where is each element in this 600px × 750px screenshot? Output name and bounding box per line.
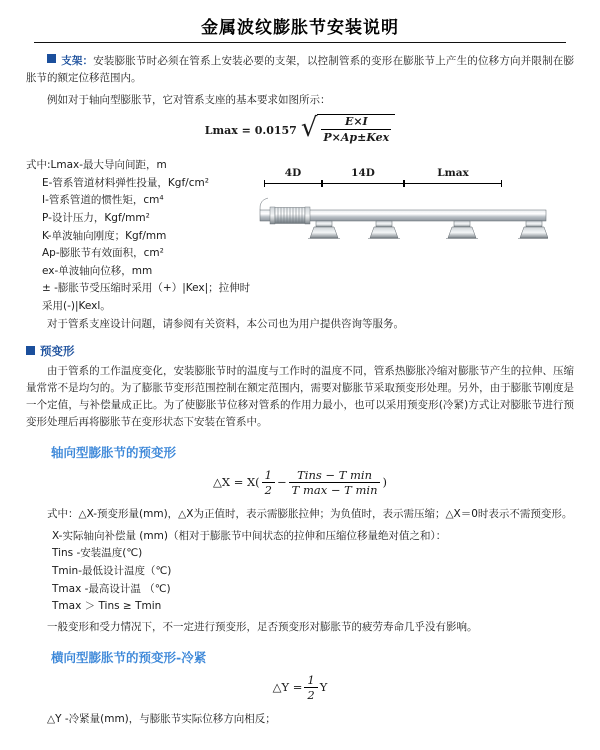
document-page bbox=[0, 13, 600, 750]
axial-predeform-formula bbox=[26, 468, 574, 497]
definition-row: Tmax ＞ Tins ≥ Tmin bbox=[52, 600, 162, 613]
support-paragraph-2: 例如对于轴向型膨胀节，它对管系支座的基本要求如图所示： bbox=[47, 94, 331, 106]
axial-formula-half bbox=[262, 468, 275, 497]
title-divider bbox=[34, 42, 566, 43]
lmax-formula-lhs: Lmax = 0.0157 bbox=[204, 123, 297, 137]
legend-row: ± -膨胀节受压缩时采用（+）|Kex|；拉伸时采用(-)|Kexl。 bbox=[42, 282, 251, 312]
axial-tail-paragraph: 一般变形和受力情况下，不一定进行预变形，足否预变形对膨胀节的疲劳寿命几乎没有影响。 bbox=[47, 620, 478, 633]
axial-formula-lhs: △X = X( bbox=[213, 475, 260, 490]
figure-dimension-labels bbox=[264, 167, 574, 187]
subsection-heading-lateral: 横向型膨胀节的预变形-冷紧 bbox=[51, 649, 207, 665]
fraction-numerator: 1 bbox=[304, 673, 317, 688]
support-closing-paragraph: 对于管系支座设计问题，请参阅有关资料，本公司也为用户提供咨询等服务。 bbox=[47, 317, 404, 330]
legend-row: I-管系管道的惯性矩，cm⁴ bbox=[42, 194, 164, 207]
fraction-denominator: 2 bbox=[264, 482, 272, 497]
dimension-arrow-icon bbox=[404, 180, 502, 187]
legend-row: ex-单波轴向位移，mm bbox=[42, 264, 153, 277]
lateral-formula-rhs: Y bbox=[319, 680, 328, 695]
lmax-numerator: E×I bbox=[344, 115, 368, 128]
figure-dim-label: Lmax bbox=[437, 167, 469, 179]
axial-formula-rhs: ) bbox=[382, 475, 387, 490]
legend-row: P-设计压力，Kgf/mm² bbox=[42, 211, 150, 224]
lmax-denominator: P×Ap±Kex bbox=[323, 131, 390, 144]
fraction-denominator: 2 bbox=[307, 687, 315, 702]
dimension-arrow-icon bbox=[322, 180, 404, 187]
lmax-formula-inner bbox=[205, 115, 395, 145]
figure-dim-label: 14D bbox=[351, 167, 375, 179]
legend-row: E-管系管道材料弹性投量，Kgf/cm² bbox=[42, 176, 209, 189]
definition-row: X-实际轴向补偿量 (mm)（相对于膨胀节中间状态的拉伸和压缩位移量绝对值之和）： bbox=[52, 529, 447, 542]
lmax-fraction bbox=[317, 114, 395, 144]
predeform-paragraph-1: 由于管系的工作温度变化，安装膨胀节时的温度与工作时的温度不同，管系热膨胀冷缩对膨胀节产生的拉伸、压缩量常常不是均匀的。为了膨胀节变形范围控制在额定范围内，需要对膨胀节采取预变形处理。另外，由于膨胀节刚度是一个定值，与补偿量成正比。为了使膨胀节位移对管系的作用力最小，也可以采用预变形(冷紧)方式让对膨胀节进行预变形处理后再将膨胀节在变形状态下安装在管系中。 bbox=[26, 364, 574, 428]
sqrt-icon: √ bbox=[300, 113, 318, 143]
support-section-tag bbox=[47, 55, 93, 67]
lmax-formula bbox=[26, 115, 574, 145]
square-bullet-icon bbox=[47, 54, 56, 63]
lateral-predeform-formula bbox=[26, 673, 574, 702]
axial-formula-note: 式中：△X-预变形量(mm)，△X为正值时，表示需膨胀拉伸；为负值时，表示需压缩；△X＝0时表示不需预变形。 bbox=[47, 507, 573, 520]
symbol-legend bbox=[26, 157, 258, 316]
axial-formula-minus: − bbox=[277, 475, 287, 490]
axial-formula-temp-ratio bbox=[289, 468, 381, 497]
figure-column bbox=[258, 153, 574, 259]
definition-row: Tins -安装温度(℃) bbox=[52, 547, 143, 560]
definition-row: Tmax -最高设计温 （℃) bbox=[52, 582, 171, 595]
lateral-formula-lhs: △Y = bbox=[272, 680, 303, 695]
page-title: 金属波纹膨胀节安装说明 bbox=[201, 18, 399, 38]
definition-row: Tmin-最低设计温度（℃) bbox=[52, 564, 172, 577]
support-paragraph-1 bbox=[26, 53, 574, 87]
axial-symbol-definitions bbox=[26, 528, 574, 616]
piping-support-diagram bbox=[258, 190, 548, 256]
support-tag-label: 支架： bbox=[61, 55, 94, 67]
legend-row: K-单波轴向刚度；Kgf/mm bbox=[42, 229, 167, 242]
fraction-denominator: T max − T min bbox=[291, 482, 378, 497]
support-paragraph-1-text: 安装膨胀节时必须在管系上安装必要的支架，以控制管系的变形在膨胀节上产生的位移方向并限制在膨胀节的额定位移范围内。 bbox=[26, 55, 574, 84]
legend-row: Ap-膨胀节有效面积，cm² bbox=[42, 247, 164, 260]
figure-dim-14d bbox=[322, 167, 404, 187]
section-heading-label: 预变形 bbox=[40, 343, 75, 358]
dimension-arrow-icon bbox=[264, 180, 322, 187]
legend-and-figure bbox=[26, 153, 574, 316]
figure-dim-lmax bbox=[404, 167, 502, 187]
legend-row: 式中:Lmax-最大导向间距，m bbox=[26, 159, 167, 171]
legend-column bbox=[26, 153, 258, 316]
lateral-formula-half bbox=[304, 673, 317, 702]
lateral-formula-note: △Y -冷紧量(mm)，与膨胀节实际位移方向相反； bbox=[47, 712, 276, 725]
fraction-numerator: 1 bbox=[262, 468, 275, 483]
figure-dim-label: 4D bbox=[284, 167, 302, 179]
section-heading-predeform bbox=[26, 343, 574, 359]
figure-dim-4d bbox=[264, 167, 322, 187]
fraction-numerator: Tins − T min bbox=[289, 468, 381, 483]
square-bullet-icon bbox=[26, 346, 35, 355]
lmax-formula-radical bbox=[301, 115, 395, 145]
subsection-heading-axial: 轴向型膨胀节的预变形 bbox=[51, 444, 177, 460]
